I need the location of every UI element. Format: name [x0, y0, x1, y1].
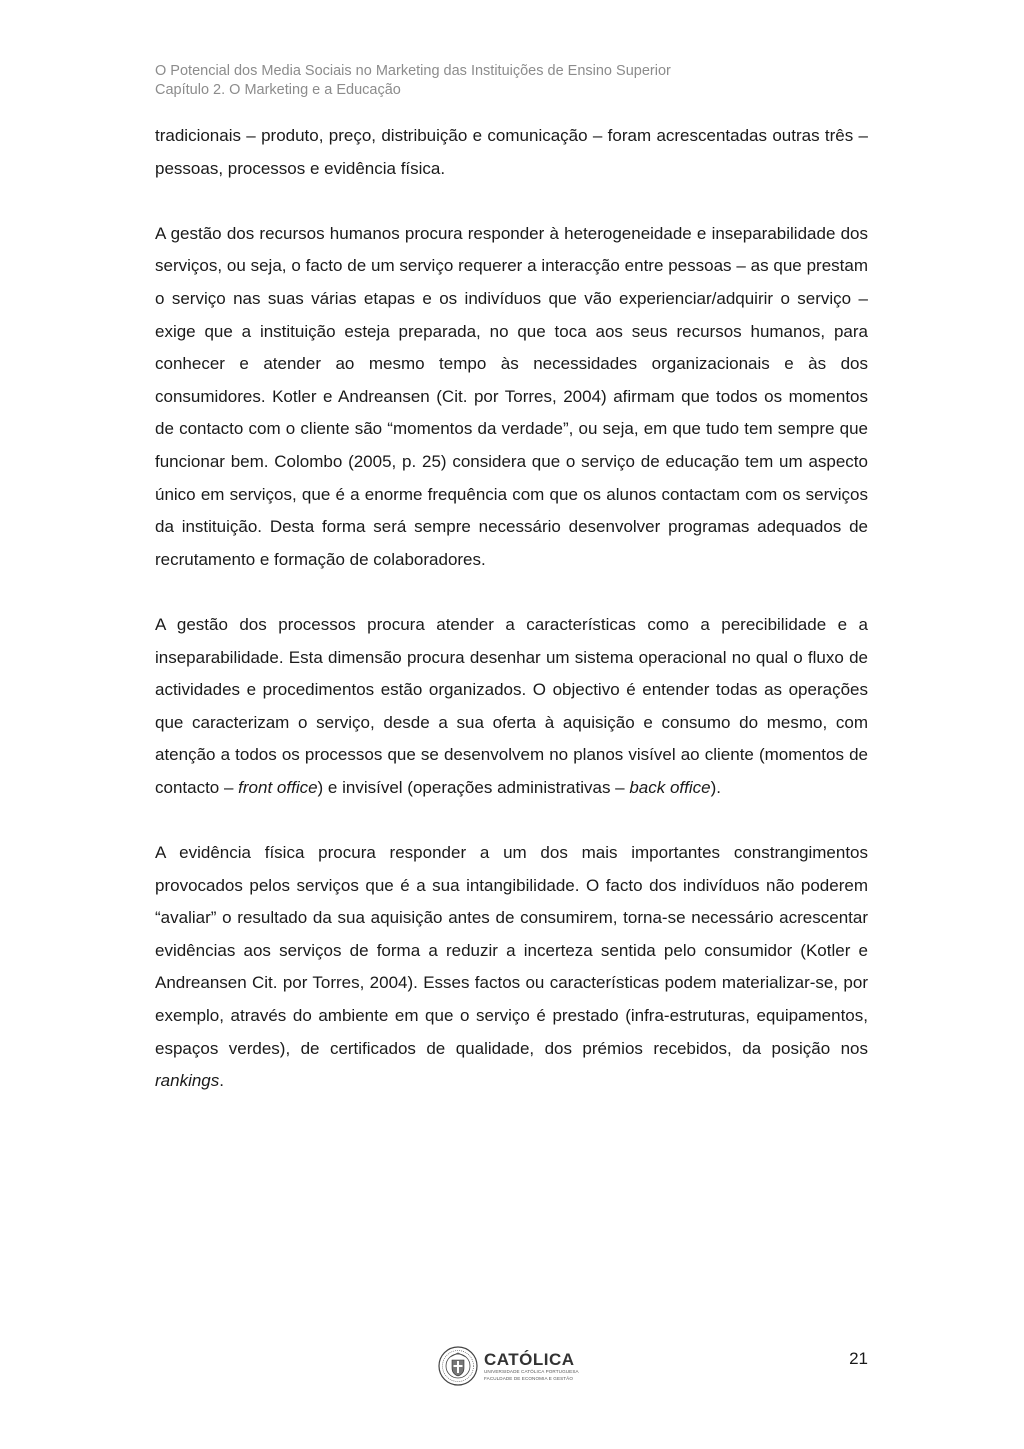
italic-text: front office [238, 777, 318, 797]
italic-text: rankings [155, 1071, 220, 1091]
page-number: 21 [849, 1349, 868, 1368]
logo-text [484, 1351, 579, 1381]
logo-subtitle-faculty: FACULDADE DE ECONOMIA E GESTÃO [484, 1375, 574, 1381]
body-text [155, 120, 868, 1130]
paragraph-text: A gestão dos recursos humanos procura responder à heterogeneidade e inseparabilidade dos serviços, ou seja, o facto de um serviço requerer a interacção entre pessoas – as que prestam o serviço nas suas várias etapas e os indivíduos que vão experienciar/adquirir o serviço – exige que a instituição esteja preparada, no que toca aos seus recursos humanos, para conhecer e atender ao mesmo tempo às necessidades organizacionais e às dos consumidores. Kotler e Andreansen (Cit. por Torres, 2004) afirmam que todos os momentos de contacto com o cliente são “momentos da verdade”, ou seja, em que tudo tem sempre que funcionar bem. Colombo (2005, p. 25) considera que o serviço de educação tem um aspecto único em serviços, que é a enorme frequência com que os alunos contactam com os serviços da instituição. Desta forma será sempre necessário desenvolver programas adequados de recrutamento e formação de colaboradores. [155, 223, 868, 569]
paragraph-text: ) e invisível (operações administrativas – [317, 777, 630, 797]
body-paragraph [155, 218, 868, 577]
body-paragraph [155, 837, 868, 1098]
italic-text: back office [629, 777, 711, 797]
document-title: O Potencial dos Media Sociais no Marketing das Instituições de Ensino Superior [155, 63, 671, 79]
chapter-title: Capítulo 2. O Marketing e a Educação [155, 82, 401, 98]
footer-logo [438, 1346, 579, 1386]
paragraph-text: ). [710, 777, 721, 797]
running-header [155, 62, 875, 100]
paragraph-text: tradicionais – produto, preço, distribuição e comunicação – foram acrescentadas outras três – pessoas, processos e evidência física. [155, 126, 868, 178]
university-seal-icon [438, 1346, 478, 1386]
logo-subtitle-university: UNIVERSIDADE CATÓLICA PORTUGUESA [484, 1368, 579, 1374]
body-paragraph [155, 609, 868, 805]
paragraph-text: A evidência física procura responder a um dos mais importantes constrangimentos provocados pelos serviços que é a sua intangibilidade. O facto dos indivíduos não poderem “avaliar” o resultado da sua aquisição antes de consumirem, torna-se necessário acrescentar evidências aos serviços de forma a reduzir a incerteza sentida pelo consumidor (Kotler e Andreansen Cit. por Torres, 2004). Esses factos ou características podem materializar-se, por exemplo, através do ambiente em que o serviço é prestado (infra-estruturas, equipamentos, espaços verdes), de certificados de qualidade, dos prémios recebidos, da posição nos [155, 843, 868, 1058]
body-paragraph [155, 120, 868, 185]
logo-name: CATÓLICA [484, 1349, 575, 1369]
paragraph-text: . [219, 1071, 224, 1091]
paragraph-text: A gestão dos processos procura atender a características como a perecibilidade e a inseparabilidade. Esta dimensão procura desenhar um sistema operacional no qual o fluxo de actividades e procedimentos estão organizados. O objectivo é entender todas as operações que caracterizam o serviço, desde a sua oferta à aquisição e consumo do mesmo, com atenção a todos os processos que se desenvolvem no planos visível ao cliente (momentos de contacto – [155, 614, 868, 797]
